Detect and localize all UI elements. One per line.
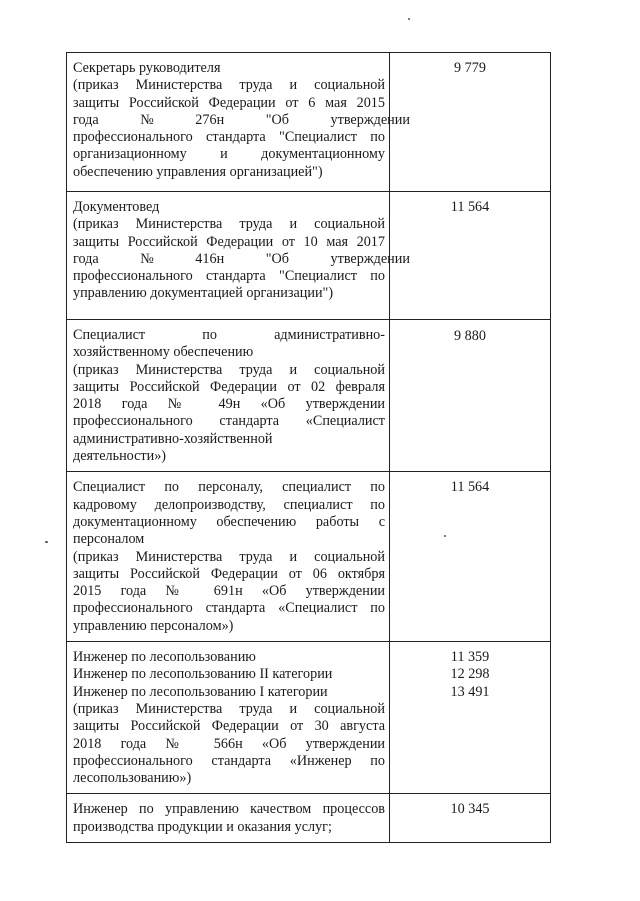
position-title: хозяйственному обеспечению [73,344,254,361]
salary-value: 10 345 [450,801,490,818]
description-line: (приказ Министерства труда и социальной [73,216,385,233]
table-row [67,794,551,843]
description-line: административно-хозяйственной [73,430,273,447]
description-line: защиты Российской Федерации от 6 мая 2015 [73,94,385,111]
position-title: Инженер по лесопользованию I категории [73,683,328,700]
description-line: года № 276н "Об утверждении [73,111,410,128]
salary-value: 9 779 [454,60,486,76]
description-line: управлению персоналом») [73,617,234,634]
salary-value: 11 564 [450,199,490,215]
position-title: документационному обеспечению работы с [73,513,385,530]
position-cell [67,192,410,320]
salary-cell [390,320,551,472]
position-title: Специалист по административно- [73,327,385,343]
description-line: защиты Российской Федерации от 10 мая 2017 [73,233,385,250]
position-title: Инженер по управлению качеством процессов [73,801,385,818]
position-title: персоналом [73,531,145,548]
table-row [67,53,551,192]
scan-speck [45,541,48,543]
scan-speck [408,18,410,20]
description-line: профессионального стандарта "Специалист по [73,129,385,146]
position-title: Документовед [73,199,160,215]
description-line: защиты Российской Федерации от 02 февраля [73,378,385,395]
salary-value: 13 491 [450,683,490,700]
table-row [67,192,551,320]
description-line: деятельности») [73,448,167,465]
description-line: организационному и документационному [73,146,385,163]
salary-cell [390,642,551,794]
description-line: управлению документацией организации") [73,285,334,302]
table-row [67,320,551,472]
description-line: (приказ Министерства труда и социальной [73,361,385,378]
position-title: Инженер по лесопользованию II категории [73,666,333,683]
position-title: Инженер по лесопользованию [73,649,256,666]
description-line: (приказ Министерства труда и социальной [73,548,385,565]
description-line: профессионального стандарта "Специалист по [73,268,385,285]
description-line: (приказ Министерства труда и социальной [73,77,385,94]
position-cell [67,642,390,794]
position-cell [67,472,390,642]
position-cell [67,794,390,843]
position-title: Секретарь руководителя [73,60,221,76]
salary-cell [390,192,551,320]
description-line: профессионального стандарта «Специалист по [73,600,385,617]
description-line: (приказ Министерства труда и социальной [73,700,385,717]
salary-value: 11 564 [450,479,490,496]
salary-cell [390,53,551,192]
salary-value: 9 880 [454,328,486,344]
description-line: лесопользованию») [73,770,192,787]
description-line: 2018 года № 49н «Об утверждении [73,396,385,413]
salary-cell [390,472,551,642]
table-row [67,472,551,642]
salary-value: 11 359 [450,649,490,666]
salary-cell [390,794,551,843]
salary-table [66,52,551,843]
description-line: защиты Российской Федерации от 06 октября [73,565,385,582]
position-cell [67,320,390,472]
table-row [67,642,551,794]
description-line: 2018 года № 566н «Об утверждении [73,735,385,752]
description-line: профессионального стандарта «Инженер по [73,752,385,769]
description-line: профессионального стандарта «Специалист [73,413,385,430]
position-title: производства продукции и оказания услуг; [73,818,332,835]
position-cell [67,53,410,192]
salary-value: 12 298 [450,666,490,683]
position-title: кадровому делопроизводству, специалист по [73,496,385,513]
description-line: года № 416н "Об утверждении [73,250,410,267]
description-line: обеспечению управления организацией") [73,163,323,180]
description-line: защиты Российской Федерации от 30 августа [73,718,385,735]
description-line: 2015 года № 691н «Об утверждении [73,583,385,600]
position-title: Специалист по персоналу, специалист по [73,479,385,496]
